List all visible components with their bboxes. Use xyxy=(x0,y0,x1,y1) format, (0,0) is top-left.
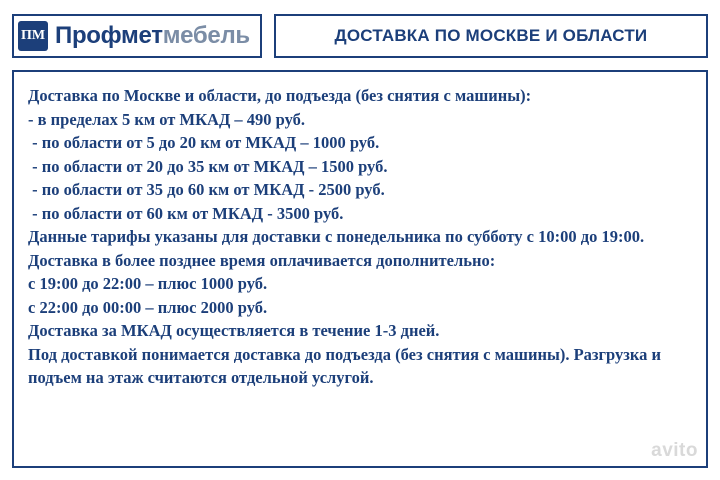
terms-line: - по области от 60 км от МКАД - 3500 руб. xyxy=(28,203,344,223)
terms-line: с 19:00 до 22:00 – плюс 1000 руб. xyxy=(28,274,268,293)
terms-line: - по области от 20 до 35 км от МКАД – 1500 руб. xyxy=(28,156,388,176)
page-title: ДОСТАВКА ПО МОСКВЕ И ОБЛАСТИ xyxy=(334,26,648,45)
brand-name-primary: Профмет xyxy=(55,22,163,49)
terms-line: Под доставкой понимается доставка до подъезда (без снятия с машины). Разгрузка и подъем на этаж считаются отдельной услугой. xyxy=(28,344,666,387)
terms-line: Доставка за МКАД осуществляется в течение 1-3 дней. xyxy=(28,321,440,340)
page-title-box xyxy=(274,14,708,58)
page-header xyxy=(12,14,708,58)
logo-monogram: ПМ xyxy=(20,28,46,43)
watermark-label: avito xyxy=(651,440,698,461)
terms-line: - по области от 5 до 20 км от МКАД – 1000 руб. xyxy=(28,133,380,152)
brand-name-secondary: мебель xyxy=(162,22,250,49)
delivery-terms-box xyxy=(12,70,708,468)
terms-line: Доставка в более позднее время оплачивается дополнительно: xyxy=(28,250,496,270)
terms-line: Данные тарифы указаны для доставки с понедельника по субботу с 10:00 до 19:00. xyxy=(28,227,645,246)
company-logo-icon xyxy=(18,21,48,51)
terms-line: Доставка по Москве и области, до подъезда (без снятия с машины): xyxy=(28,86,532,105)
terms-line: с 22:00 до 00:00 – плюс 2000 руб. xyxy=(28,297,268,317)
terms-line: - по области от 35 до 60 км от МКАД - 2500 руб. xyxy=(28,180,385,199)
brand-wordmark xyxy=(55,22,250,50)
terms-line: - в пределах 5 км от МКАД – 490 руб. xyxy=(28,109,306,129)
brand-logo-block xyxy=(12,14,262,58)
